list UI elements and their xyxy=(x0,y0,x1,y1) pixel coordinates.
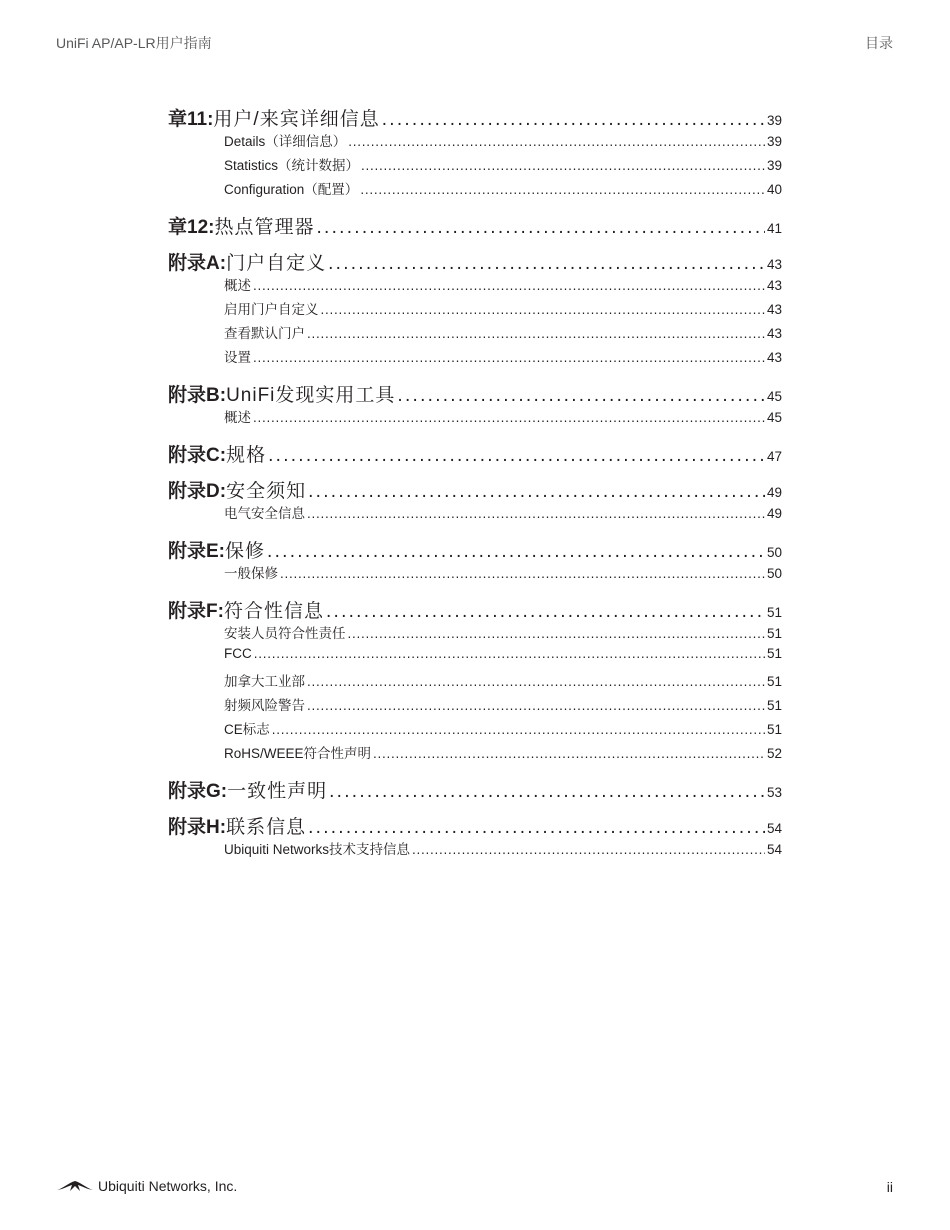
toc-section-entry[interactable] xyxy=(168,154,782,178)
toc-chapter-prefix: 附录H: xyxy=(168,817,227,838)
toc-leader-dots xyxy=(397,385,765,407)
toc-section-title: 查看默认门户 xyxy=(224,326,305,341)
toc-page-number: 43 xyxy=(766,326,782,341)
toc-chapter-name: 热点管理器 xyxy=(214,217,315,238)
toc-chapter-prefix: 章12: xyxy=(168,217,215,238)
toc-page-number: 50 xyxy=(766,545,782,560)
toc-section-title: FCC xyxy=(224,646,252,661)
toc-chapter-prefix: 附录A: xyxy=(168,253,227,274)
toc-chapter-name: 一致性声明 xyxy=(227,781,328,802)
toc-leader-dots xyxy=(373,746,765,761)
header-section-title: 目录 xyxy=(865,35,893,51)
toc-chapter-entry[interactable] xyxy=(168,776,782,802)
toc-chapter-entry[interactable] xyxy=(168,212,782,238)
toc-section-title: 一般保修 xyxy=(224,566,278,581)
toc-chapter-name: UniFi发现实用工具 xyxy=(226,385,396,406)
toc-page-number: 51 xyxy=(766,722,782,737)
toc-leader-dots xyxy=(412,842,765,857)
toc-section-title: Statistics（统计数据） xyxy=(224,158,360,173)
toc-leader-dots xyxy=(253,350,765,365)
toc-section-title: 安装人员符合性责任 xyxy=(224,626,346,641)
toc-page-number: 51 xyxy=(766,605,782,620)
toc-chapter-title xyxy=(168,596,324,623)
toc-section-title: 启用门户自定义 xyxy=(224,302,319,317)
toc-leader-dots xyxy=(308,481,765,503)
toc-leader-dots xyxy=(326,601,765,623)
toc-leader-dots xyxy=(308,817,765,839)
toc-section-entry[interactable] xyxy=(168,130,782,154)
toc-chapter-name: 符合性信息 xyxy=(223,601,324,622)
toc-section-entry[interactable] xyxy=(168,742,782,766)
toc-section-entry[interactable] xyxy=(168,298,782,322)
toc-chapter-title xyxy=(168,776,327,803)
toc-page-number: 54 xyxy=(766,821,782,836)
toc-chapter-name: 保修 xyxy=(225,541,266,562)
toc-chapter-title xyxy=(168,380,395,407)
toc-section-entry[interactable] xyxy=(168,694,782,718)
toc-section-title: Ubiquiti Networks技术支持信息 xyxy=(224,842,411,857)
toc-leader-dots xyxy=(321,302,765,317)
toc-chapter-entry[interactable] xyxy=(168,812,782,838)
toc-chapter-prefix: 附录C: xyxy=(168,445,227,466)
toc-chapter-title xyxy=(168,440,266,467)
toc-chapter-name: 门户自定义 xyxy=(226,253,327,274)
toc-leader-dots xyxy=(267,541,765,563)
toc-page-number: 51 xyxy=(766,626,782,641)
toc-page-number: 47 xyxy=(766,449,782,464)
toc-chapter-entry[interactable] xyxy=(168,596,782,622)
toc-chapter-name: 规格 xyxy=(226,445,267,466)
toc-chapter-title xyxy=(168,536,265,563)
toc-chapter-prefix: 附录E: xyxy=(168,541,226,562)
toc-section-entry[interactable] xyxy=(168,178,782,202)
toc-page-number: 45 xyxy=(766,389,782,404)
toc-page-number: 41 xyxy=(766,221,782,236)
toc-section-title: 设置 xyxy=(224,350,251,365)
toc-section-entry[interactable] xyxy=(168,718,782,742)
toc-leader-dots xyxy=(348,134,765,149)
toc-page-number: 43 xyxy=(766,302,782,317)
toc-section-entry[interactable] xyxy=(168,646,782,670)
footer-company-name: Ubiquiti Networks, Inc. xyxy=(98,1178,238,1194)
toc-leader-dots xyxy=(316,217,764,239)
toc-chapter-title xyxy=(168,476,306,503)
toc-leader-dots xyxy=(307,698,765,713)
toc-section-entry[interactable] xyxy=(168,406,782,430)
toc-leader-dots xyxy=(253,278,765,293)
toc-leader-dots xyxy=(280,566,765,581)
toc-section-entry[interactable] xyxy=(168,622,782,646)
toc-page-number: 39 xyxy=(766,134,782,149)
toc-chapter-title xyxy=(168,812,306,839)
toc-page-number: 39 xyxy=(766,158,782,173)
footer-company xyxy=(56,1178,237,1194)
toc-leader-dots xyxy=(272,722,765,737)
toc-page-number: 51 xyxy=(766,646,782,661)
toc-section-entry[interactable] xyxy=(168,274,782,298)
toc-chapter-title xyxy=(168,104,380,131)
toc-leader-dots xyxy=(307,326,765,341)
toc-page-number: 40 xyxy=(766,182,782,197)
toc-leader-dots xyxy=(254,646,765,661)
toc-page-number: 45 xyxy=(766,410,782,425)
toc-page-number: 51 xyxy=(766,698,782,713)
toc-page-number: 49 xyxy=(766,506,782,521)
toc-section-entry[interactable] xyxy=(168,838,782,862)
toc-page-number: 54 xyxy=(766,842,782,857)
toc-section-title: 概述 xyxy=(224,410,251,425)
table-of-contents xyxy=(168,104,782,862)
toc-section-title: 概述 xyxy=(224,278,251,293)
toc-section-title: 加拿大工业部 xyxy=(224,674,305,689)
toc-leader-dots xyxy=(307,674,765,689)
toc-section-entry[interactable] xyxy=(168,346,782,370)
toc-leader-dots xyxy=(307,506,765,521)
toc-section-title: 射频风险警告 xyxy=(224,698,305,713)
toc-section-entry[interactable] xyxy=(168,502,782,526)
toc-chapter-entry[interactable] xyxy=(168,536,782,562)
toc-chapter-prefix: 附录F: xyxy=(168,601,224,622)
toc-section-title: CE标志 xyxy=(224,722,270,737)
toc-page-number: 52 xyxy=(766,746,782,761)
toc-chapter-name: 用户/来宾详细信息 xyxy=(213,109,380,130)
toc-section-title: 电气安全信息 xyxy=(224,506,305,521)
toc-chapter-name: 联系信息 xyxy=(226,817,307,838)
toc-chapter-entry[interactable] xyxy=(168,248,782,274)
toc-chapter-prefix: 附录B: xyxy=(168,385,227,406)
toc-leader-dots xyxy=(328,253,765,275)
toc-section-title: Configuration（配置） xyxy=(224,182,359,197)
toc-leader-dots xyxy=(268,445,765,467)
toc-section-entry[interactable] xyxy=(168,670,782,694)
toc-page-number: 43 xyxy=(766,257,782,272)
toc-page-number: 51 xyxy=(766,674,782,689)
toc-leader-dots xyxy=(329,781,765,803)
toc-page-number: 43 xyxy=(766,278,782,293)
toc-section-entry[interactable] xyxy=(168,562,782,586)
toc-page-number: 53 xyxy=(766,785,782,800)
toc-leader-dots xyxy=(361,158,765,173)
toc-chapter-entry[interactable] xyxy=(168,104,782,130)
toc-chapter-prefix: 附录G: xyxy=(168,781,228,802)
toc-page-number: 49 xyxy=(766,485,782,500)
toc-chapter-name: 安全须知 xyxy=(226,481,307,502)
toc-leader-dots xyxy=(382,109,765,131)
toc-chapter-entry[interactable] xyxy=(168,380,782,406)
toc-section-entry[interactable] xyxy=(168,322,782,346)
toc-chapter-title xyxy=(168,248,326,275)
toc-chapter-prefix: 章11: xyxy=(168,109,214,130)
ubiquiti-logo-icon xyxy=(56,1179,94,1193)
toc-section-title: Details（详细信息） xyxy=(224,134,347,149)
header-document-title: UniFi AP/AP-LR用户指南 xyxy=(56,35,212,51)
toc-leader-dots xyxy=(253,410,765,425)
toc-chapter-prefix: 附录D: xyxy=(168,481,227,502)
footer-page-number: ii xyxy=(886,1179,893,1195)
toc-leader-dots xyxy=(348,626,765,641)
toc-section-title: RoHS/WEEE符合性声明 xyxy=(224,746,372,761)
toc-leader-dots xyxy=(360,182,765,197)
toc-chapter-entry[interactable] xyxy=(168,476,782,502)
toc-chapter-entry[interactable] xyxy=(168,440,782,466)
toc-chapter-title xyxy=(168,212,314,239)
toc-page-number: 39 xyxy=(766,113,782,128)
toc-page-number: 50 xyxy=(766,566,782,581)
toc-page-number: 43 xyxy=(766,350,782,365)
